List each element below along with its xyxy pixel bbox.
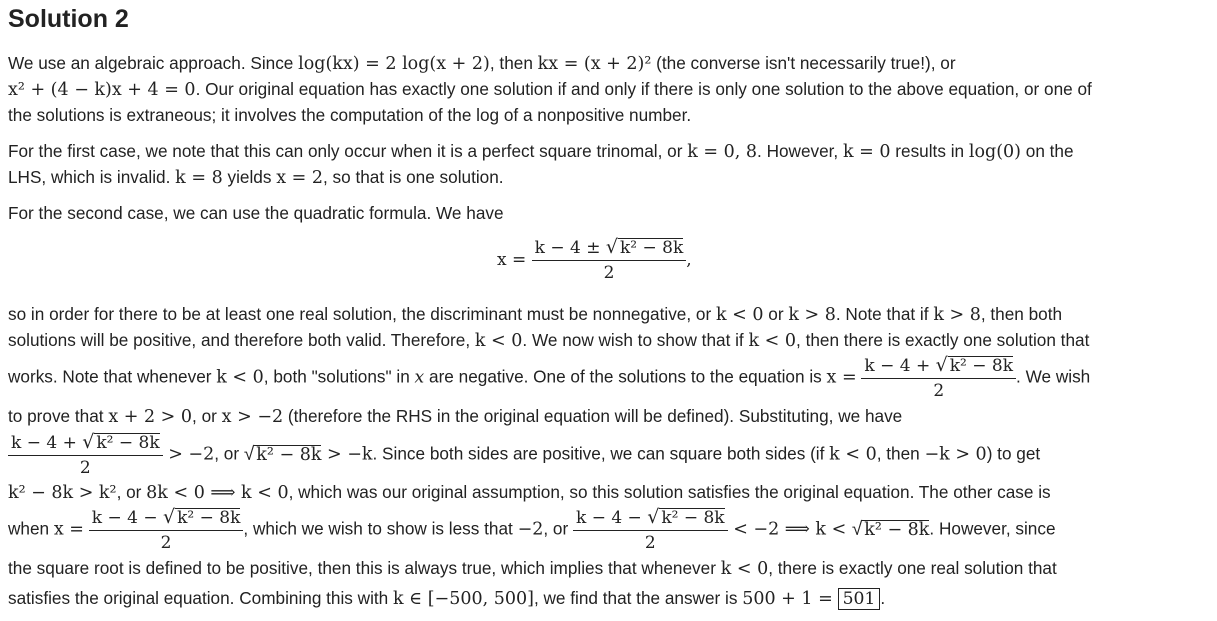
math-inline: k < 0 <box>715 305 764 325</box>
fraction <box>532 237 687 283</box>
paragraph-4-line-2 <box>8 329 1089 352</box>
text: satisfies the original equation. Combining this with <box>8 588 394 608</box>
denominator: 2 <box>160 533 172 553</box>
paragraph-4-line-3 <box>8 355 1090 401</box>
math-inline: log(0) <box>968 142 1021 162</box>
text: , there is exactly one real solution that <box>768 558 1057 578</box>
paragraph-4-line-5 <box>8 432 1040 478</box>
math-text: k − 4 ± <box>534 238 606 258</box>
math-inline: k < 0 <box>748 331 797 351</box>
radical-sign: √ <box>935 354 948 376</box>
math-text: k − 4 + <box>864 356 936 376</box>
text: For the second case, we can use the quadratic formula. We have <box>8 203 504 223</box>
radicand: k² − 8k <box>949 356 1014 376</box>
text: the square root is defined to be positive, then this is always true, which implies that whenever <box>8 558 721 578</box>
paragraph-4-line-8 <box>8 557 1057 580</box>
paragraph-2-line-1 <box>8 140 1074 163</box>
text: so in order for there to be at least one real solution, the discriminant must be nonnegative, or <box>8 304 716 324</box>
numerator <box>861 355 1016 379</box>
answer-box: 501 <box>838 588 881 610</box>
text: , so that is one solution. <box>323 167 504 187</box>
math-inline: log(kx) = 2 log(x + 2) <box>298 54 490 74</box>
math-inline: k ∈ [−500, 500] <box>393 589 534 609</box>
paragraph-4-line-7 <box>8 507 1056 553</box>
math-inline: −k > 0 <box>924 444 987 465</box>
math-inline: 8k < 0 ⟹ k < 0 <box>146 483 289 503</box>
solution-heading: Solution 2 <box>8 5 129 33</box>
radical-sign: √ <box>163 506 176 528</box>
text: on the <box>1020 141 1074 161</box>
math-inline: k = 0 <box>843 142 891 162</box>
math-inline: k < 0 <box>720 559 769 579</box>
text: results in <box>890 141 969 161</box>
text: , both "solutions" in <box>263 366 415 387</box>
text: . <box>880 588 886 608</box>
paragraph-4-line-4 <box>8 405 902 428</box>
numerator <box>532 237 687 261</box>
math-text: , <box>686 250 692 270</box>
text: works. Note that whenever <box>8 366 217 387</box>
text: , then both <box>980 304 1063 324</box>
text: (the converse isn't necessarily true!), or <box>651 53 956 73</box>
paragraph-2-line-2 <box>8 166 504 189</box>
text: , or <box>543 518 573 539</box>
radicand: k² − 8k <box>864 519 930 540</box>
math-inline: k² − 8k > k² <box>8 483 117 503</box>
denominator: 2 <box>79 458 91 478</box>
math-inline: > −k <box>321 444 373 465</box>
math-inline: k > 8 <box>788 305 836 325</box>
numerator <box>8 432 163 456</box>
math-text: k − 4 + <box>11 433 83 453</box>
text: , then there is exactly one solution that <box>796 330 1090 350</box>
math-inline: k < 0 <box>829 444 877 465</box>
math-text: k − 4 − <box>91 508 163 528</box>
text: , which was our original assumption, so this solution satisfies the original equation. The other case is <box>288 482 1051 502</box>
text: ) to get <box>986 443 1041 464</box>
text: (therefore the RHS in the original equation will be defined). Substituting, we have <box>283 406 903 426</box>
denominator: 2 <box>603 263 615 283</box>
fraction <box>89 507 244 553</box>
fraction <box>8 432 163 478</box>
radicand: k² − 8k <box>661 508 725 528</box>
radical-sign: √ <box>243 443 255 465</box>
fraction <box>573 507 728 553</box>
fraction <box>861 355 1016 401</box>
text: . However, since <box>929 518 1056 539</box>
text: , or <box>192 406 222 426</box>
math-inline: < −2 ⟹ k < <box>727 519 852 540</box>
text: or <box>763 304 789 324</box>
quadratic-formula-display <box>497 237 692 283</box>
numerator <box>89 507 244 531</box>
radical-sign: √ <box>605 236 618 258</box>
text: , or <box>116 482 147 502</box>
denominator: 2 <box>933 381 945 401</box>
text: , we find that the answer is <box>533 588 743 608</box>
paragraph-3-line-1 <box>8 202 504 224</box>
paragraph-4-line-1 <box>8 303 1062 326</box>
math-inline: x > −2 <box>221 407 284 427</box>
math-lhs: x = <box>497 250 527 270</box>
text: . We wish <box>1016 366 1091 387</box>
math-inline: x² + (4 − k)x + 4 = 0 <box>8 80 196 100</box>
math-inline: x + 2 > 0 <box>108 407 193 427</box>
math-inline: x <box>414 367 425 388</box>
radicand: k² − 8k <box>96 433 160 453</box>
radicand: k² − 8k <box>256 444 322 465</box>
text: are negative. One of the solutions to the equation is <box>424 366 827 387</box>
math-inline: k = 0, 8 <box>687 142 758 162</box>
text: , which we wish to show is less that <box>243 518 518 539</box>
paragraph-1-line-1 <box>8 52 956 75</box>
text: . Since both sides are positive, we can square both sides (if <box>372 443 830 464</box>
math-text: k − 4 − <box>575 508 648 528</box>
text: yields <box>222 167 277 187</box>
text: . However, <box>757 141 843 161</box>
text: . We now wish to show that if <box>522 330 749 350</box>
math-inline: k = 8 <box>175 168 223 188</box>
radical-sign: √ <box>851 518 863 540</box>
text: . Our original equation has exactly one solution if and only if there is only one solution to the above equation, or one of <box>195 79 1092 99</box>
denominator: 2 <box>644 533 656 553</box>
math-inline: k > 8 <box>933 305 981 325</box>
math-inline: 500 + 1 = <box>742 589 833 609</box>
text: solutions will be positive, and therefore both valid. Therefore, <box>8 330 475 350</box>
paragraph-1-line-2 <box>8 78 1092 101</box>
math-inline: x = 2 <box>276 168 323 188</box>
paragraph-4-line-6 <box>8 481 1051 504</box>
paragraph-1-line-3 <box>8 104 691 126</box>
text: For the first case, we note that this can only occur when it is a perfect square trinomal, or <box>8 141 688 161</box>
math-inline: k < 0 <box>474 331 523 351</box>
numerator <box>573 507 728 531</box>
math-inline: −2 <box>517 519 544 540</box>
math-inline: > −2 <box>162 444 215 465</box>
text: . Note that if <box>835 304 934 324</box>
text: when <box>8 518 54 539</box>
text: , or <box>214 443 244 464</box>
text: , then <box>489 53 538 73</box>
text: the solutions is extraneous; it involves the computation of the log of a nonpositive number. <box>8 105 692 125</box>
paragraph-4-line-9 <box>8 587 885 610</box>
text: , then <box>876 443 925 464</box>
text: LHS, which is invalid. <box>8 167 176 187</box>
radical-sign: √ <box>82 431 95 453</box>
text: to prove that <box>8 406 109 426</box>
math-inline: k < 0 <box>216 367 264 388</box>
text: We use an algebraic approach. Since <box>8 53 299 73</box>
radicand: k² − 8k <box>620 238 684 258</box>
radicand: k² − 8k <box>177 508 241 528</box>
math-inline: x = <box>53 519 84 540</box>
math-inline: kx = (x + 2)² <box>537 54 652 74</box>
math-inline: x = <box>826 367 857 388</box>
radical-sign: √ <box>647 506 660 528</box>
